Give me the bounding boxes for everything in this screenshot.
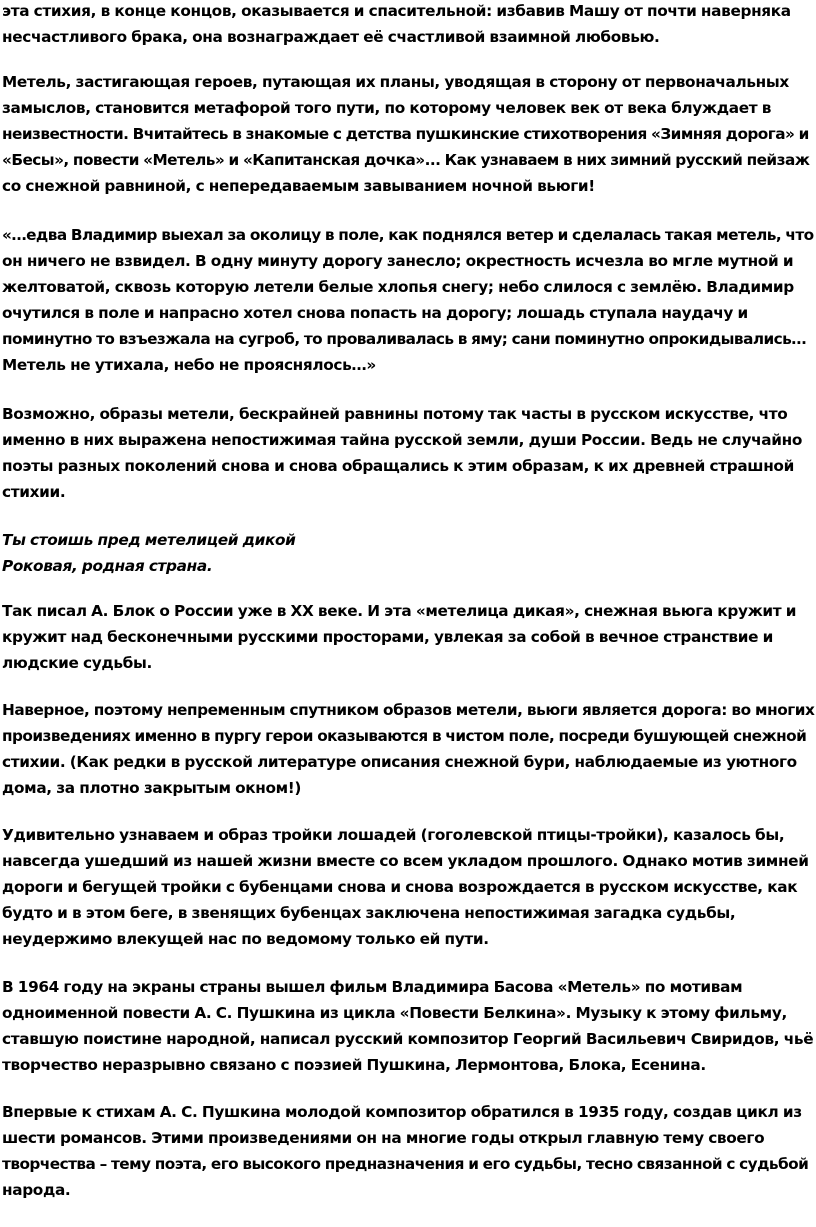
text-line: народа. (2, 1181, 71, 1199)
text-line: очутился в поле и напрасно хотел снова попасть на дорогу; лошадь ступала наудачу и (2, 304, 748, 322)
text-line: несчастливого брака, она вознаграждает её счастливой взаимной любовью. (2, 28, 660, 46)
text-line: дороги и бегущей тройки с бубенцами снова и снова возрождается в русском искусстве, как (2, 878, 798, 896)
paragraph-3-quote (2, 222, 814, 378)
paragraph-1 (2, 0, 814, 50)
text-line: «Бесы», повести «Метель» и «Капитанская дочка»... Как узнаваем в них зимний русский пейзаж (2, 151, 810, 169)
poem-line: Ты стоишь пред метелицей дикой (2, 531, 296, 549)
text-line: будто и в этом беге, в звенящих бубенцах заключена непостижимая загадка судьбы, (2, 904, 736, 922)
text-line: он ничего не взвидел. В одну минуту дорогу занесло; окрестность исчезла во мгле мутной и (2, 252, 794, 270)
text-line: Метель, застигающая героев, путающая их планы, уводящая в сторону от первоначальных (2, 73, 789, 91)
text-line: В 1964 году на экраны страны вышел фильм Владимира Басова «Метель» по мотивам (2, 978, 743, 996)
paragraph-6 (2, 598, 814, 676)
text-line: шести романсов. Этими произведениями он на многие годы открыл главную тему своего (2, 1129, 765, 1147)
text-line: людские судьбы. (2, 654, 152, 672)
text-line: навсегда ушедший из нашей жизни вместе со всем укладом прошлого. Однако мотив зимней (2, 852, 809, 870)
text-line: неудержимо влекущей нас по ведомому только ей пути. (2, 930, 489, 948)
text-line: «…едва Владимир выехал за околицу в поле, как поднялся ветер и сделалась такая метель, что (2, 226, 814, 244)
paragraph-4 (2, 401, 814, 505)
text-line: Впервые к стихам А. С. Пушкина молодой композитор обратился в 1935 году, создав цикл из (2, 1103, 802, 1121)
text-line: Удивительно узнаваем и образ тройки лошадей (гоголевской птицы-тройки), казалось бы, (2, 826, 785, 844)
text-line: творчество неразрывно связано с поэзией Пушкина, Лермонтова, Блока, Есенина. (2, 1056, 706, 1074)
paragraph-9 (2, 974, 814, 1078)
text-line: одноименной повести А. С. Пушкина из цикла «Повести Белкина». Музыку к этому фильму, (2, 1004, 787, 1022)
text-line: Так писал А. Блок о России уже в XX веке. И эта «метелица дикая», снежная вьюга кружит и (2, 602, 797, 620)
text-line: произведениях именно в пургу герои оказываются в чистом поле, посреди бушующей снежной (2, 727, 807, 745)
text-line: неизвестности. Вчитайтесь в знакомые с детства пушкинские стихотворения «Зимняя дорога» и (2, 125, 809, 143)
text-line: поэты разных поколений снова и снова обращались к этим образам, к их древней страшной (2, 457, 794, 475)
text-line: Наверное, поэтому непременным спутником образов метели, вьюги является дорога: во многих (2, 701, 815, 719)
paragraph-8 (2, 822, 814, 952)
text-line: стихии. (Как редки в русской литературе описания снежной бури, наблюдаемые из уютного (2, 753, 797, 771)
text-line: Метель не утихала, небо не прояснялось…» (2, 356, 376, 374)
text-line: дома, за плотно закрытым окном!) (2, 779, 302, 797)
poem-quote (2, 527, 814, 579)
paragraph-2 (2, 69, 814, 199)
text-line: именно в них выражена непостижимая тайна русской земли, души России. Ведь не случайно (2, 431, 802, 449)
text-line: кружит над бесконечными русскими просторами, увлекая за собой в вечное странствие и (2, 628, 773, 646)
paragraph-7 (2, 697, 814, 801)
poem-line: Роковая, родная страна. (2, 557, 213, 575)
text-line: ставшую поистине народной, написал русский композитор Георгий Васильевич Свиридов, чьё (2, 1030, 814, 1048)
text-line: творчества – тему поэта, его высокого предназначения и его судьбы, тесно связанной с судьбой (2, 1155, 809, 1173)
text-line: замыслов, становится метафорой того пути, по которому человек век от века блуждает в (2, 99, 772, 117)
text-line: желтоватой, сквозь которую летели белые хлопья снегу; небо слилося с землёю. Владимир (2, 278, 794, 296)
text-line: Возможно, образы метели, бескрайней равнины потому так часты в русском искусстве, что (2, 405, 788, 423)
paragraph-10 (2, 1099, 814, 1203)
text-line: со снежной равниной, с непередаваемым завыванием ночной вьюги! (2, 177, 595, 195)
text-line: стихии. (2, 483, 66, 501)
text-line: поминутно то взъезжала на сугроб, то проваливалась в яму; сани поминутно опрокидывались… (2, 330, 807, 348)
text-line: эта стихия, в конце концов, оказывается и спасительной: избавив Машу от почти наверняка (2, 2, 791, 20)
